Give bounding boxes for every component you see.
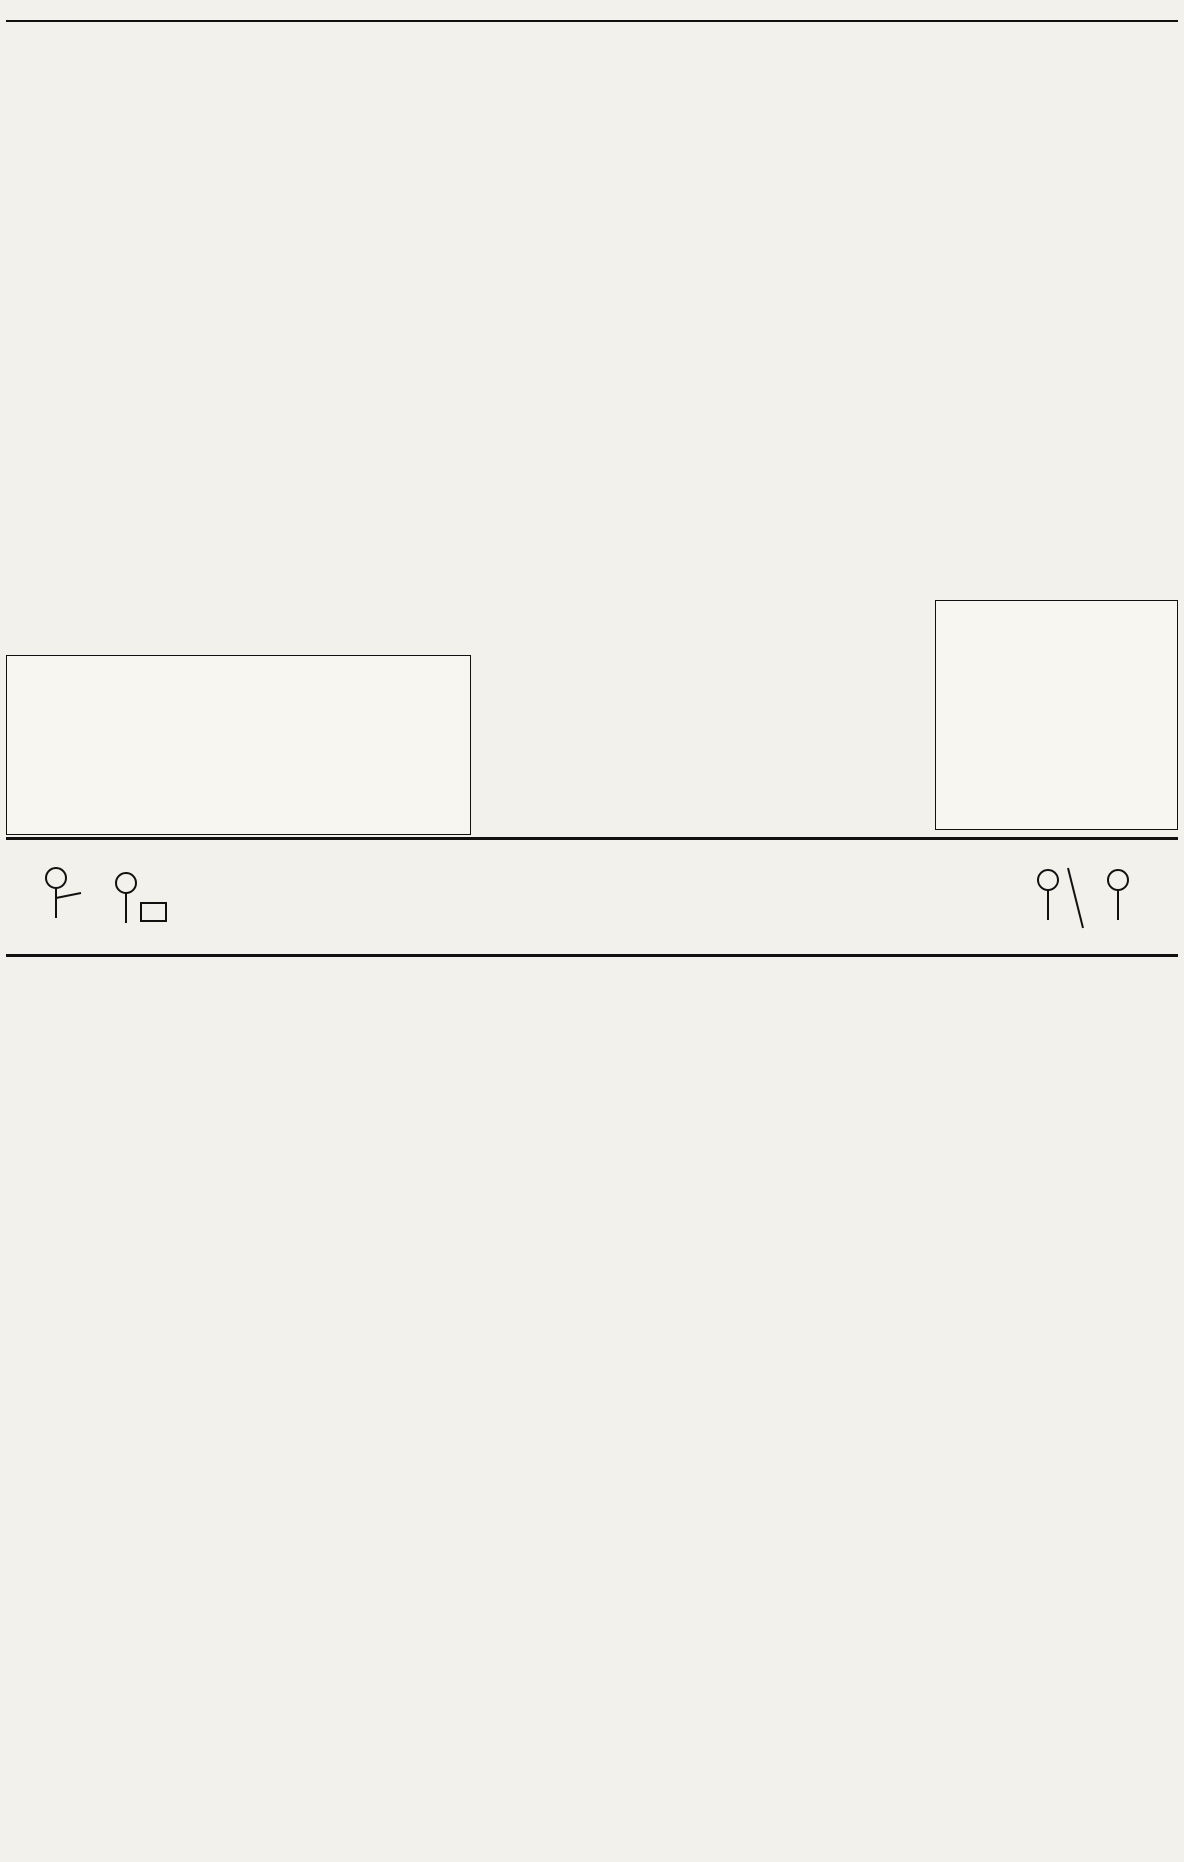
directory-columns xyxy=(6,960,1178,1856)
masthead xyxy=(6,4,1178,22)
cartoon-workers-illustration xyxy=(1008,858,1158,938)
cartoon-workers-illustration xyxy=(26,858,176,938)
pet-palace-ad xyxy=(935,600,1178,830)
household-service-directory-banner xyxy=(6,837,1178,957)
custom-remodeling-ad xyxy=(6,655,471,835)
